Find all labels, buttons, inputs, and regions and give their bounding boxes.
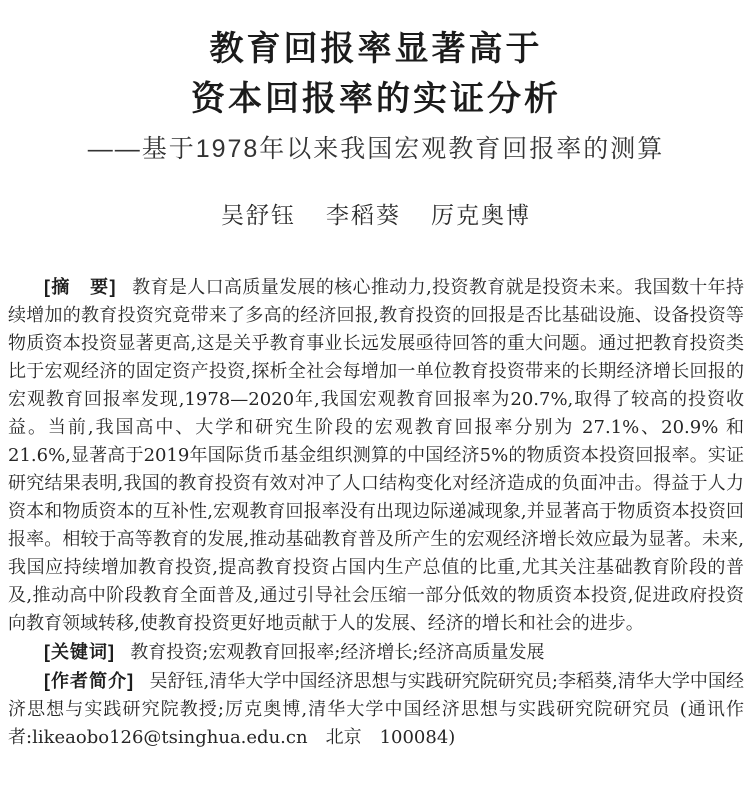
front-matter (8, 273, 744, 752)
corresponding-author-contact: (通讯作者:likeaobo126@tsinghua.edu.cn 北京 100084) (8, 699, 744, 748)
author-name-1: 吴舒钰 (221, 203, 296, 229)
author-bio-text: 吴舒钰,清华大学中国经济思想与实践研究院研究员;李稻葵,清华大学中国经济思想与实践研究院教授;厉克奥博,清华大学中国经济思想与实践研究院研究员 (8, 671, 744, 720)
paper-title (0, 24, 752, 124)
paper-title-line2: 资本回报率的实证分析 (191, 80, 561, 118)
keywords-text: 教育投资;宏观教育回报率;经济增长;经济高质量发展 (130, 642, 545, 663)
abstract-label: [摘 要] (44, 277, 117, 297)
abstract-paragraph (8, 273, 744, 638)
author-name-2: 李稻葵 (326, 203, 401, 229)
keywords-label: [关键词] (44, 642, 115, 662)
paper-subtitle: ——基于1978年以来我国宏观教育回报率的测算 (87, 135, 665, 163)
abstract-text: 教育是人口高质量发展的核心推动力,投资教育就是投资未来。我国数十年持续增加的教育投资究竟带来了多高的经济回报,教育投资的回报是否比基础设施、设备投资等物质资本投资显著更高,这是关乎教育事业长远发展亟待回答的重大问题。通过把教育投资类比于宏观经济的固定资产投资,探析全社会每增加一单位教育投资带来的长期经济增长回报的宏观教育回报率发现,1978—2020年,我国宏观教育回报率为20.7%,取得了较高的投资收益。当前,我国高中、大学和研究生阶段的宏观教育回报率分别为 27.1%、20.9% 和 21.6%,显著高于2019年国际货币基金组织测算的中国经济5%的物质资本投资回报率。实证研究结果表明,我国的教育投资有效对冲了人口结构变化对经济造成的负面冲击。得益于人力资本和物质资本的互补性,宏观教育回报率没有出现边际递减现象,并显著高于物质资本投资回报率。相较于高等教育的发展,推动基础教育普及所产生的宏观经济增长效应最为显著。未来,我国应持续增加教育投资,提高教育投资占国内生产总值的比重,尤其关注基础教育阶段的普及,推动高中阶段教育全面普及,通过引导社会压缩一部分低效的物质资本投资,促进政府投资向教育领域转移,使教育投资更好地贡献于人的发展、经济的增长和社会的进步。 (8, 277, 744, 634)
author-list (0, 201, 752, 231)
author-bio-paragraph (8, 667, 744, 752)
keywords-paragraph (8, 638, 744, 667)
author-name-3: 厉克奥博 (431, 203, 531, 229)
paper-title-line1: 教育回报率显著高于 (209, 30, 543, 68)
author-bio-label: [作者简介] (44, 671, 135, 691)
